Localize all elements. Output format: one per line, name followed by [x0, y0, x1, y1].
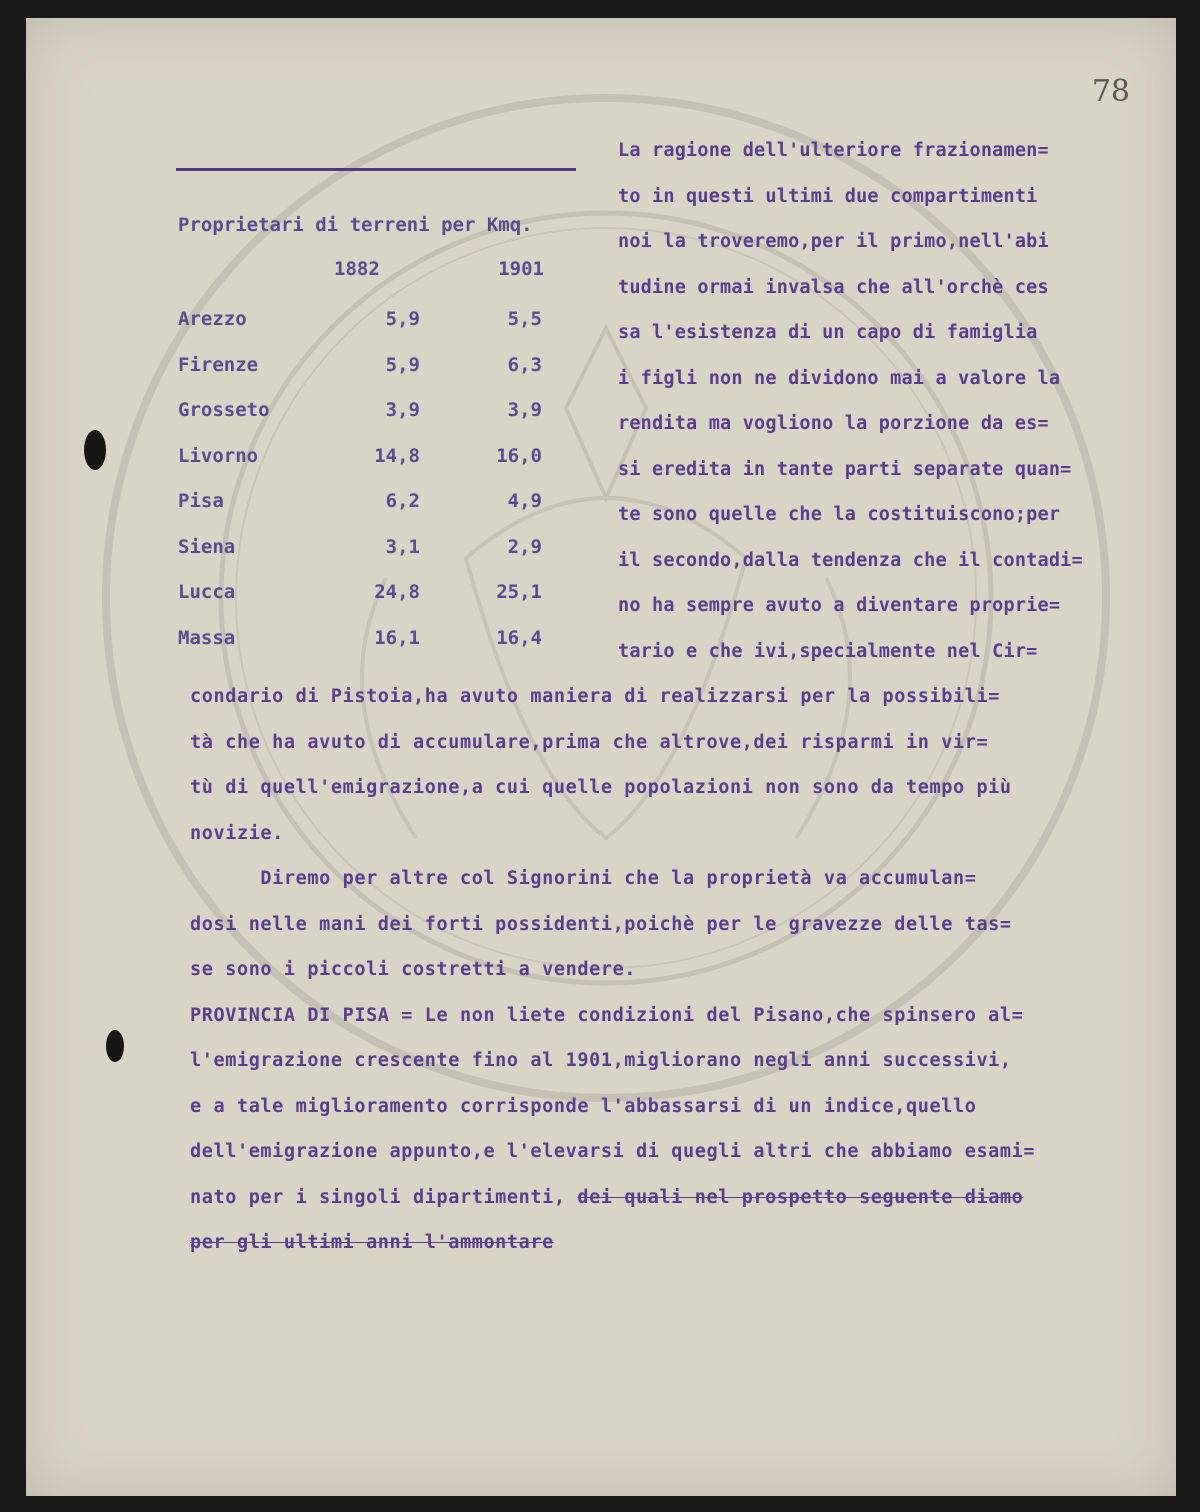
text-line: il secondo,dalla tendenza che il contadi=: [618, 549, 1083, 571]
text-line: PROVINCIA DI PISA = Le non liete condizioni del Pisano,che spinsero al=: [190, 1004, 1024, 1026]
struck-text: per gli ultimi anni l'ammontare: [190, 1232, 554, 1253]
value-1882: 14,8: [374, 444, 420, 467]
text-segment: nato per i singoli dipartimenti,: [190, 1186, 566, 1208]
year-header: 1882: [334, 258, 380, 280]
table-row: [178, 445, 558, 491]
text-line: i figli non ne dividono mai a valore la: [618, 367, 1061, 389]
province-name: Siena: [178, 535, 236, 558]
table-top-rule: [176, 168, 576, 171]
text-line: si eredita in tante parti separate quan=: [618, 458, 1072, 480]
text-line: novizie.: [190, 822, 284, 844]
landowners-table: [178, 308, 558, 672]
province-name: Firenze: [178, 353, 259, 376]
table-row: [178, 536, 558, 582]
text-line: te sono quelle che la costituiscono;per: [618, 504, 1061, 525]
text-line: condario di Pistoia,ha avuto maniera di realizzarsi per la possibili=: [190, 686, 1000, 707]
text-line: noi la troveremo,per il primo,nell'abi: [618, 231, 1049, 252]
text-line: La ragione dell'ulteriore frazionamen=: [618, 140, 1049, 161]
table-row: [178, 399, 558, 445]
value-1901: 2,9: [507, 535, 542, 558]
page-number: 78: [1091, 74, 1130, 109]
value-1901: 5,5: [507, 308, 542, 330]
table-year-headers: [334, 258, 544, 280]
text-line: [190, 1187, 1160, 1233]
text-line: tà che ha avuto di accumulare,prima che altrove,dei risparmi in vir=: [190, 731, 989, 753]
text-line: [190, 1232, 1160, 1278]
province-name: Grosseto: [178, 399, 270, 421]
text-line: tù di quell'emigrazione,a cui quelle popolazioni non sono da tempo più: [190, 777, 1012, 798]
text-line: tario e che ivi,specialmente nel Cir=: [618, 640, 1038, 662]
value-1882: 5,9: [385, 308, 420, 330]
text-line: no ha sempre avuto a diventare proprie=: [618, 595, 1061, 616]
value-1882: 3,9: [385, 399, 420, 421]
value-1882: 3,1: [385, 535, 420, 558]
table-row: [178, 354, 558, 400]
struck-text: dei quali nel prospetto seguente diamo: [577, 1186, 1024, 1208]
text-line: to in questi ultimi due compartimenti: [618, 185, 1038, 207]
value-1882: 16,1: [374, 626, 420, 649]
value-1901: 16,0: [496, 444, 542, 467]
text-line: e a tale miglioramento corrisponde l'abbassarsi di un indice,quello: [190, 1095, 977, 1117]
text-line: Diremo per altre col Signorini che la proprietà va accumulan=: [190, 868, 977, 889]
text-line: dosi nelle mani dei forti possidenti,poichè per le gravezze delle tas=: [190, 913, 1012, 935]
body-text: [190, 686, 1160, 1278]
text-line: dell'emigrazione appunto,e l'elevarsi di quegli altri che abbiamo esami=: [190, 1141, 1036, 1162]
table-row: [178, 490, 558, 536]
text-line: tudine ormai invalsa che all'orchè ces: [618, 276, 1049, 298]
value-1882: 5,9: [385, 353, 420, 376]
table-title: Proprietari di terreni per Kmq.: [178, 214, 533, 236]
document-page: [26, 18, 1176, 1496]
text-line: l'emigrazione crescente fino al 1901,migliorano negli anni successivi,: [190, 1050, 1012, 1071]
province-name: Massa: [178, 626, 236, 649]
province-name: Pisa: [178, 490, 224, 512]
value-1901: 25,1: [496, 581, 542, 603]
province-name: Arezzo: [178, 308, 247, 330]
value-1901: 16,4: [496, 626, 542, 649]
value-1901: 4,9: [507, 490, 542, 512]
table-row: [178, 308, 558, 354]
value-1882: 24,8: [374, 581, 420, 603]
punch-hole: [84, 430, 106, 470]
year-header: 1901: [498, 258, 544, 280]
punch-hole: [106, 1030, 124, 1062]
province-name: Livorno: [178, 444, 259, 467]
value-1901: 6,3: [507, 353, 542, 376]
text-line: sa l'esistenza di un capo di famiglia: [618, 322, 1038, 343]
table-row: [178, 581, 558, 627]
province-name: Lucca: [178, 581, 236, 603]
text-line: se sono i piccoli costretti a vendere.: [190, 959, 637, 980]
right-column-text: [618, 140, 1168, 686]
value-1901: 3,9: [507, 399, 542, 421]
text-line: rendita ma vogliono la porzione da es=: [618, 413, 1049, 434]
table-row: [178, 627, 558, 673]
value-1882: 6,2: [385, 490, 420, 512]
